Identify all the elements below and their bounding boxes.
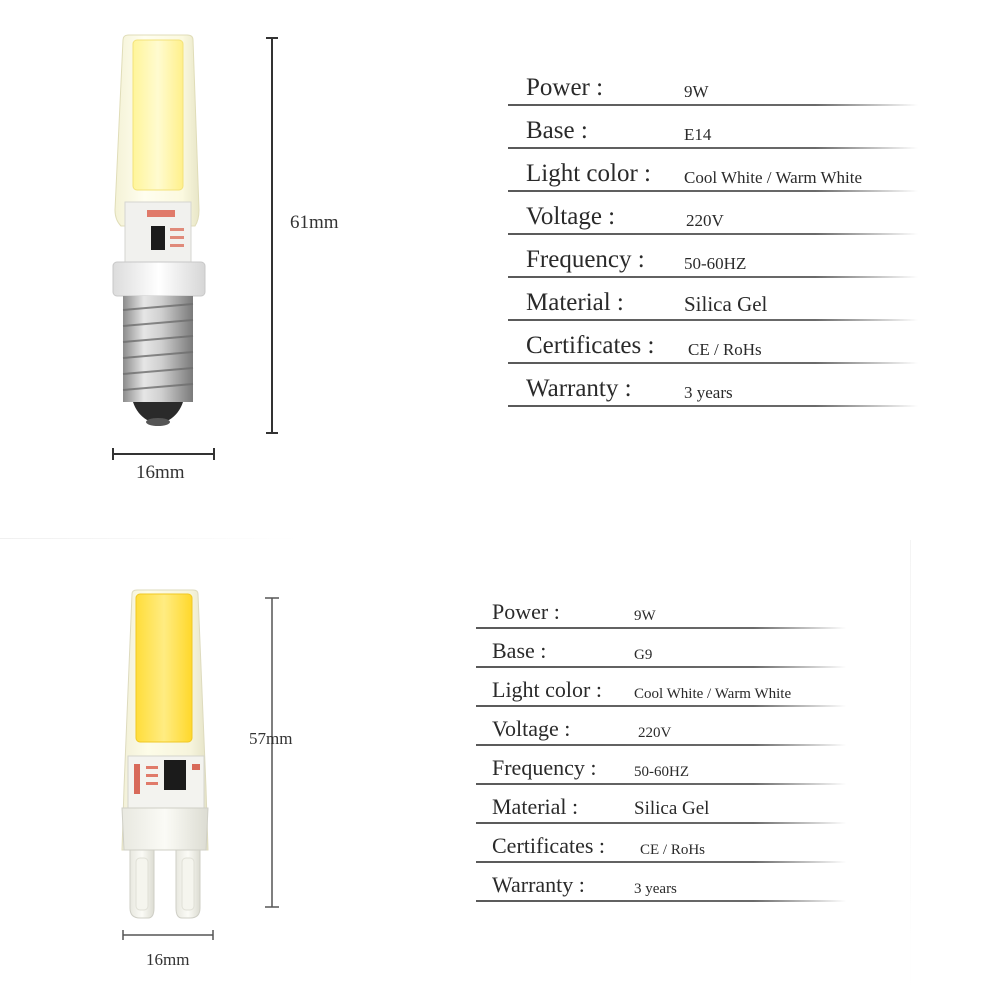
width-dimension-line [110,445,218,461]
row-rule [476,783,846,785]
row-rule [476,861,846,863]
width-label: 16mm [136,462,185,483]
spec-label: Certificates : [492,833,606,858]
row-rule [476,822,846,824]
row-rule [508,405,918,407]
spec-label: Material : [526,289,624,316]
spec-value: 3 years [684,383,733,402]
row-rule [476,627,846,629]
spec-label: Frequency : [526,246,645,273]
spec-row-material [508,283,918,321]
spec-value: 50-60HZ [634,764,689,780]
spec-label: Power : [492,599,560,624]
spec-value: 3 years [634,881,677,897]
spec-value: 9W [684,82,709,101]
row-rule [508,104,918,106]
spec-label: Base : [492,638,547,663]
spec-label: Light color : [492,677,602,702]
spec-value: 9W [634,608,656,624]
row-rule [476,705,846,707]
section-divider [0,538,300,539]
row-rule [508,319,918,321]
spec-row-voltage [476,712,846,746]
spec-value: 220V [686,211,724,230]
height-label: 57mm [249,729,293,748]
spec-row-frequency [476,751,846,785]
spec-row-power [476,595,846,629]
spec-row-voltage [508,197,918,235]
row-rule [508,147,918,149]
spec-row-light-color [476,673,846,707]
row-rule [508,276,918,278]
spec-label: Power : [526,74,604,101]
spec-row-base [508,111,918,149]
spec-row-certificates [476,829,846,863]
spec-label: Frequency : [492,755,597,780]
spec-label: Certificates : [526,332,655,359]
width-label: 16mm [146,950,190,969]
spec-value: Cool White / Warm White [634,686,792,702]
spec-row-warranty [508,369,918,407]
e14-bulb-image [95,30,235,435]
spec-label: Voltage : [492,716,571,741]
spec-value: Cool White / Warm White [684,168,863,187]
width-dimension-line [120,928,216,942]
spec-label: Base : [526,117,588,144]
row-rule [508,190,918,192]
height-dimension-line [262,36,282,436]
spec-row-base [476,634,846,668]
spec-row-power [508,68,918,106]
spec-label: Material : [492,794,579,819]
height-dimension-line [262,596,282,910]
spec-value: E14 [684,125,712,144]
spec-value: 50-60HZ [684,254,747,273]
spec-row-light-color [508,154,918,192]
row-rule [508,233,918,235]
spec-row-frequency [508,240,918,278]
row-rule [476,744,846,746]
spec-label: Light color : [526,160,651,187]
spec-value: Silica Gel [684,292,768,316]
spec-value: G9 [634,647,653,663]
spec-row-certificates [508,326,918,364]
spec-value: Silica Gel [634,798,710,819]
spec-label: Voltage : [526,203,616,230]
spec-row-material [476,790,846,824]
spec-value: CE / RoHs [688,340,762,359]
spec-label: Warranty : [526,375,632,402]
spec-value: CE / RoHs [640,842,706,858]
row-rule [476,666,846,668]
product-panel-g9 [0,540,1000,1000]
height-label: 61mm [290,212,339,233]
spec-value: 220V [638,725,672,741]
g9-bulb-image [110,588,220,968]
row-rule [476,900,846,902]
spec-label: Warranty : [492,872,585,897]
row-rule [508,362,918,364]
spec-row-warranty [476,868,846,902]
